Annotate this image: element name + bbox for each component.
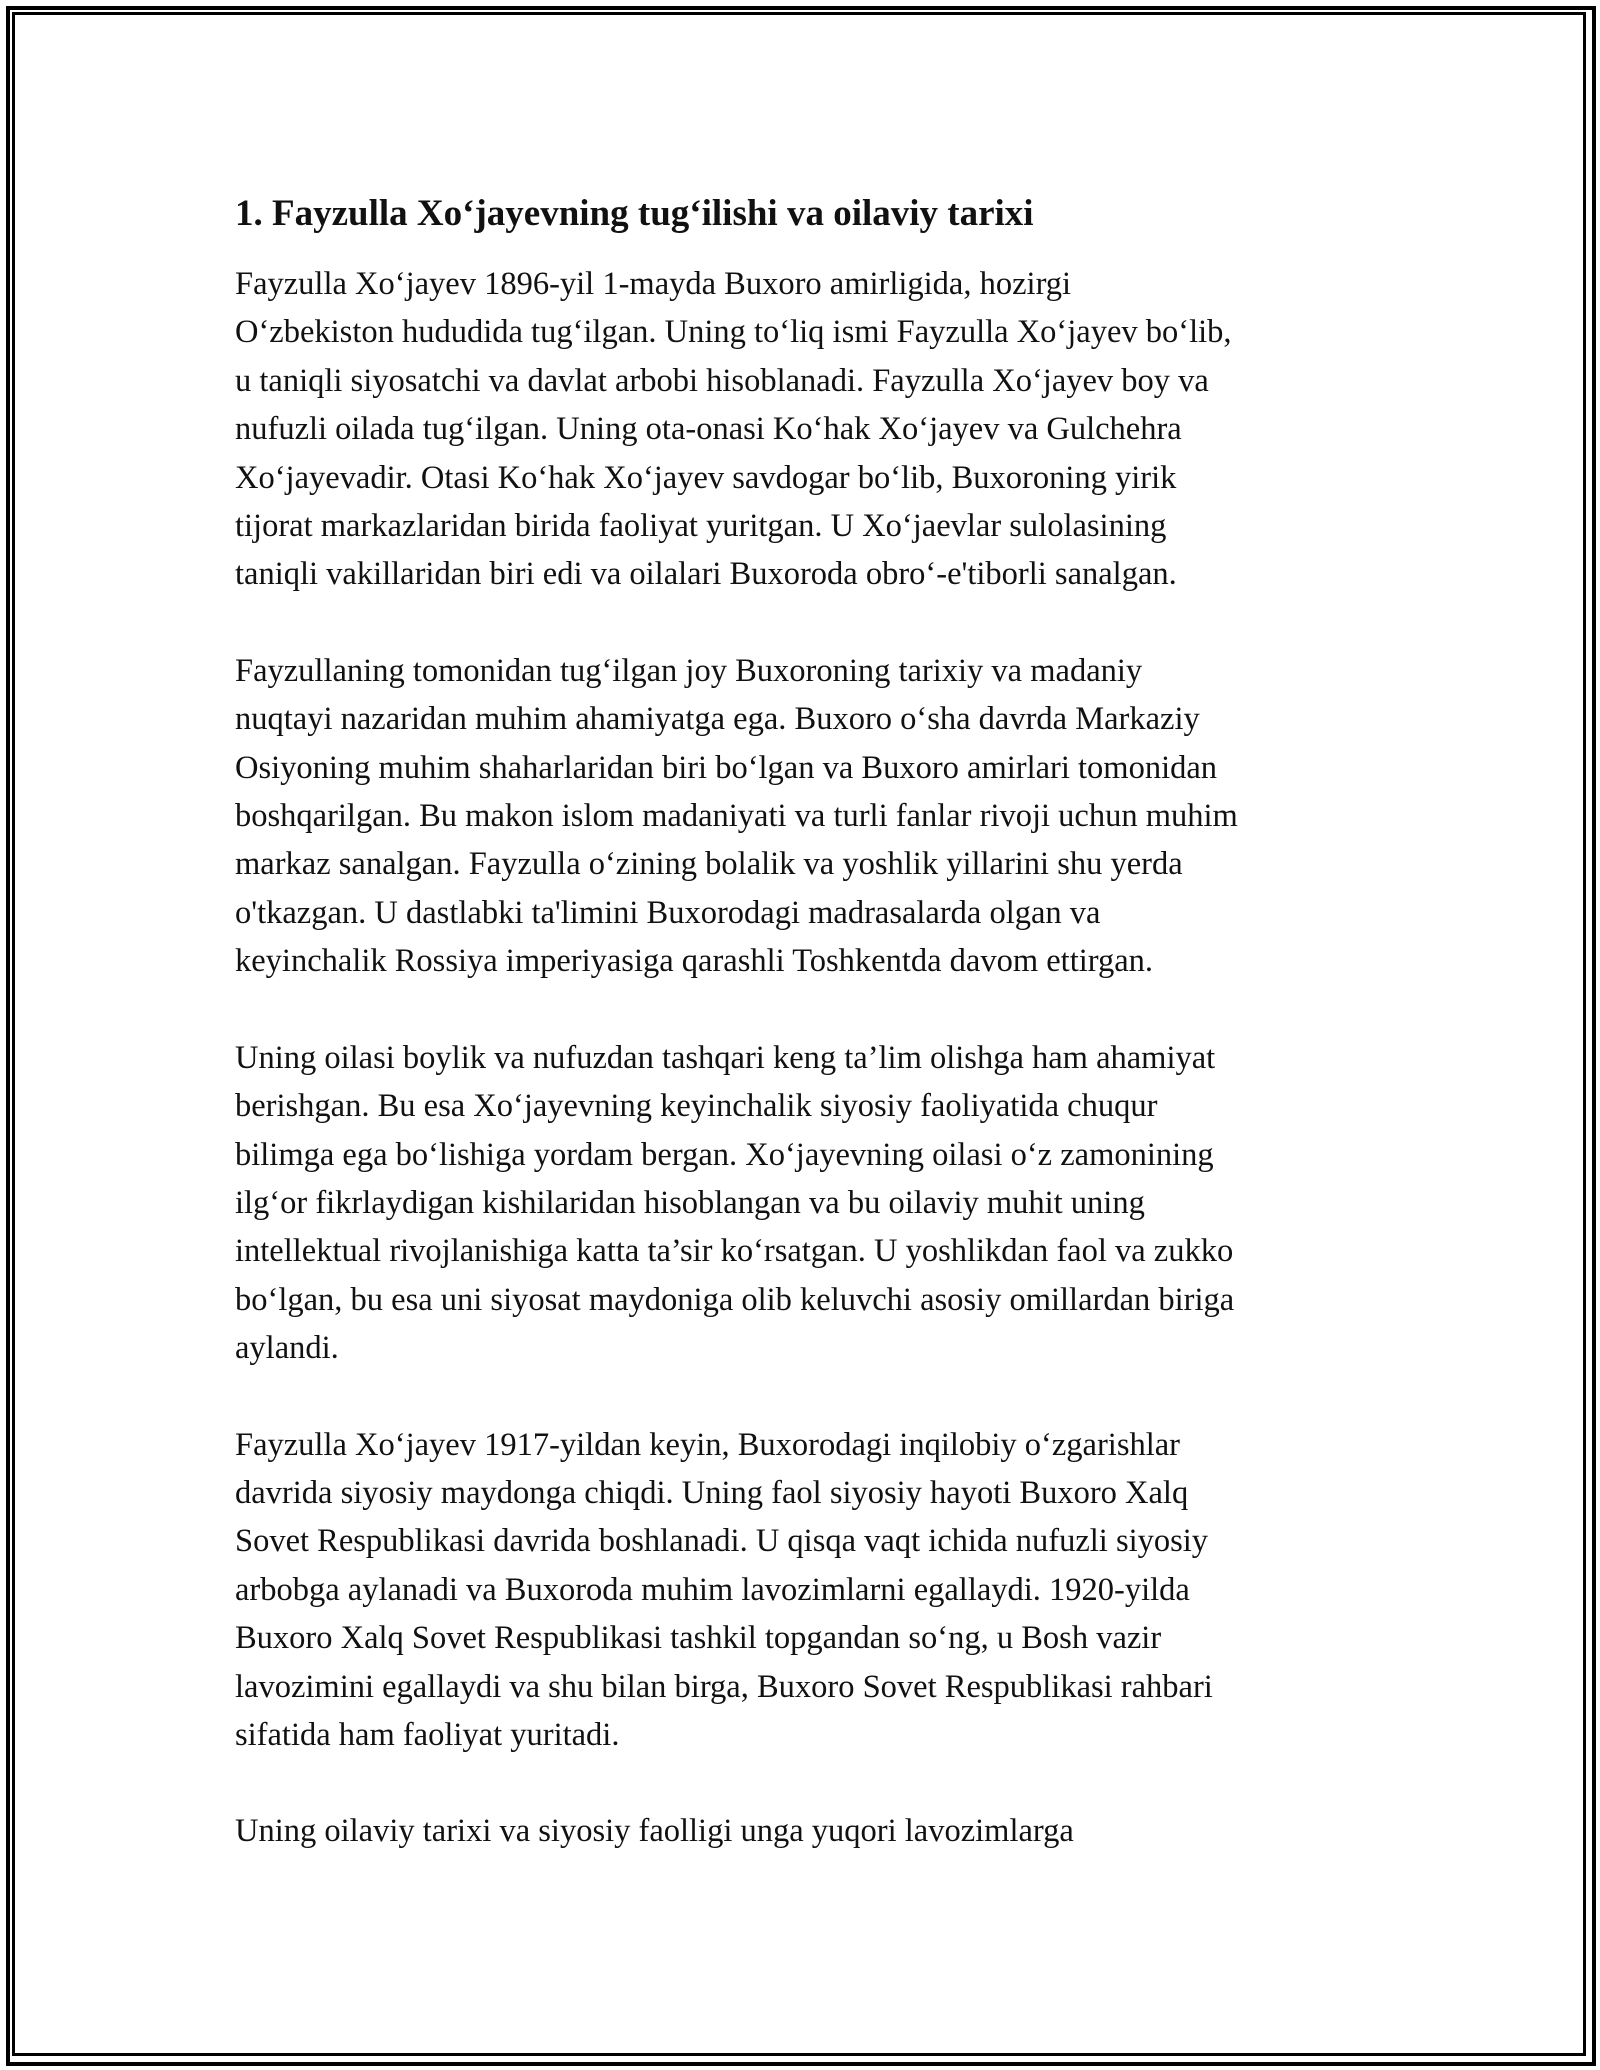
paragraph-5 xyxy=(235,1807,1385,1855)
text-line: davrida siyosiy maydonga chiqdi. Uning faol siyosiy hayoti Buxoro Xalq xyxy=(235,1474,1189,1511)
text-line: O‘zbekiston hududida tug‘ilgan. Uning to‘liq ismi Fayzulla Xo‘jayev bo‘lib, xyxy=(235,314,1232,351)
paragraph-4 xyxy=(235,1421,1385,1760)
text-line: o'tkazgan. U dastlabki ta'limini Buxorodagi madrasalarda olgan va xyxy=(235,894,1101,931)
text-line: tijorat markazlaridan birida faoliyat yuritgan. U Xo‘jaevlar sulolasining xyxy=(235,508,1167,545)
paragraph-3 xyxy=(235,1034,1385,1373)
text-line: Uning oilasi boylik va nufuzdan tashqari keng ta’lim olishga ham ahamiyat xyxy=(235,1039,1216,1076)
text-line: Xo‘jayevadir. Otasi Ko‘hak Xo‘jayev savdogar bo‘lib, Buxoroning yirik xyxy=(235,459,1177,496)
text-line: Fayzulla Xo‘jayev 1896-yil 1-mayda Buxoro amirligida, hozirgi xyxy=(235,266,1072,302)
text-line: markaz sanalgan. Fayzulla o‘zining bolalik va yoshlik yillarini shu yerda xyxy=(235,846,1183,883)
section-heading: 1. Fayzulla Xo‘jayevning tug‘ilishi va oilaviy tarixi xyxy=(235,193,1034,234)
paragraph-1 xyxy=(235,260,1385,599)
text-line: intellektual rivojlanishiga katta ta’sir ko‘rsatgan. U yoshlikdan faol va zukko xyxy=(235,1233,1234,1270)
document-body xyxy=(235,188,1385,1904)
text-line: Sovet Respublikasi davrida boshlanadi. U qisqa vaqt ichida nufuzli siyosiy xyxy=(235,1523,1209,1560)
text-line: keyinchalik Rossiya imperiyasiga qarashli Toshkentda davom ettirgan. xyxy=(235,943,1154,980)
text-line: u taniqli siyosatchi va davlat arbobi hisoblanadi. Fayzulla Xo‘jayev boy va xyxy=(235,362,1209,399)
text-line: nuqtayi nazaridan muhim ahamiyatga ega. Buxoro o‘sha davrda Markaziy xyxy=(235,701,1200,738)
text-line: Fayzulla Xo‘jayev 1917-yildan keyin, Buxorodagi inqilobiy o‘zgarishlar xyxy=(235,1426,1180,1463)
text-line: bo‘lgan, bu esa uni siyosat maydoniga olib keluvchi asosiy omillardan biriga xyxy=(235,1281,1235,1318)
text-line: arbobga aylanadi va Buxoroda muhim lavozimlarni egallaydi. 1920-yilda xyxy=(235,1571,1190,1608)
text-line: lavozimini egallaydi va shu bilan birga, Buxoro Sovet Respublikasi rahbari xyxy=(235,1668,1213,1705)
text-line: Uning oilaviy tarixi va siyosiy faolligi unga yuqori lavozimlarga xyxy=(235,1813,1074,1850)
text-line: boshqarilgan. Bu makon islom madaniyati va turli fanlar rivoji uchun muhim xyxy=(235,798,1238,835)
text-line: Osiyoning muhim shaharlaridan biri bo‘lgan va Buxoro amirlari tomonidan xyxy=(235,749,1218,786)
text-line: berishgan. Bu esa Xo‘jayevning keyinchalik siyosiy faoliyatida chuqur xyxy=(235,1088,1158,1125)
paragraph-2 xyxy=(235,647,1385,986)
text-line: sifatida ham faoliyat yuritadi. xyxy=(235,1716,620,1753)
text-line: nufuzli oilada tug‘ilgan. Uning ota-onasi Ko‘hak Xo‘jayev va Gulchehra xyxy=(235,411,1182,448)
text-line: Fayzullaning tomonidan tug‘ilgan joy Buxoroning tarixiy va madaniy xyxy=(235,652,1143,689)
text-line: bilimga ega bo‘lishiga yordam bergan. Xo‘jayevning oilasi o‘z zamonining xyxy=(235,1136,1214,1173)
text-line: taniqli vakillaridan biri edi va oilalari Buxoroda obro‘-e'tiborli sanalgan. xyxy=(235,556,1177,593)
text-line: Buxoro Xalq Sovet Respublikasi tashkil topgandan so‘ng, u Bosh vazir xyxy=(235,1620,1162,1657)
text-line: ilg‘or fikrlaydigan kishilaridan hisoblangan va bu oilaviy muhit uning xyxy=(235,1184,1145,1221)
text-line: aylandi. xyxy=(235,1330,339,1367)
